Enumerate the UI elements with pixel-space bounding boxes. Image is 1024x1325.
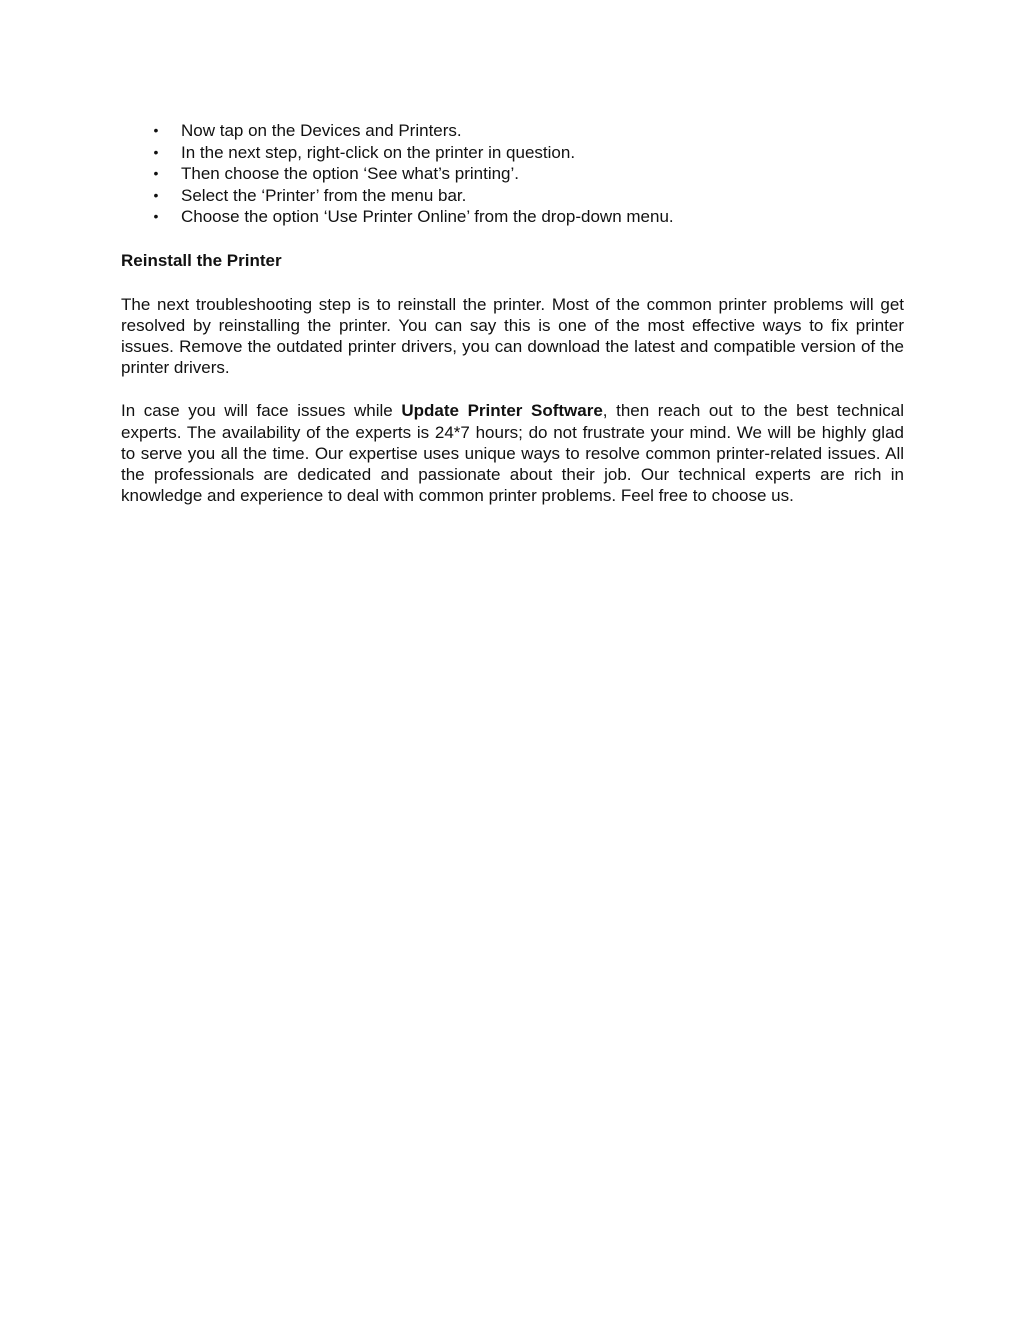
paragraph-support-bold: Update Printer Software	[401, 401, 603, 421]
list-item	[121, 206, 904, 228]
list-item	[121, 163, 904, 185]
document-content	[121, 120, 904, 523]
list-item-text: Select the ‘Printer’ from the menu bar.	[181, 185, 467, 205]
list-item-text: Choose the option ‘Use Printer Online’ from the drop-down menu.	[181, 207, 674, 226]
bullet-icon: •	[153, 186, 159, 203]
paragraph-reinstall: The next troubleshooting step is to reinstall the printer. Most of the common printer problems will get resolved by reinstalling the printer. You can say this is one of the most effective ways to fix printer issues. Remove the outdated printer drivers, you can download the latest and compatible version of the printer drivers.	[121, 294, 904, 378]
list-item	[121, 142, 904, 164]
paragraph-support	[121, 400, 904, 506]
list-item	[121, 185, 904, 207]
paragraph-support-end: , then reach out to the best technical experts. The availability of the experts is 24*7 hours; do not frustrate your mind. We will be highly glad to serve you all the time. Our expertise uses unique ways to resolve common printer-related issues. All the professionals are dedicated and passionate about their job. Our technical experts are rich in knowledge and experience to deal with common printer problems. Feel free to choose us.	[121, 401, 904, 506]
steps-list	[121, 120, 904, 228]
bullet-icon: •	[153, 122, 159, 138]
bullet-icon: •	[153, 143, 159, 160]
bullet-icon: •	[153, 208, 159, 224]
section-heading: Reinstall the Printer	[121, 250, 282, 270]
list-item-text: In the next step, right-click on the printer in question.	[181, 142, 576, 162]
list-item-text: Now tap on the Devices and Printers.	[181, 121, 462, 140]
list-item	[121, 120, 904, 142]
bullet-icon: •	[153, 165, 159, 181]
list-item-text: Then choose the option ‘See what’s printing’.	[181, 164, 520, 183]
paragraph-support-start: In case you will face issues while	[121, 401, 402, 421]
